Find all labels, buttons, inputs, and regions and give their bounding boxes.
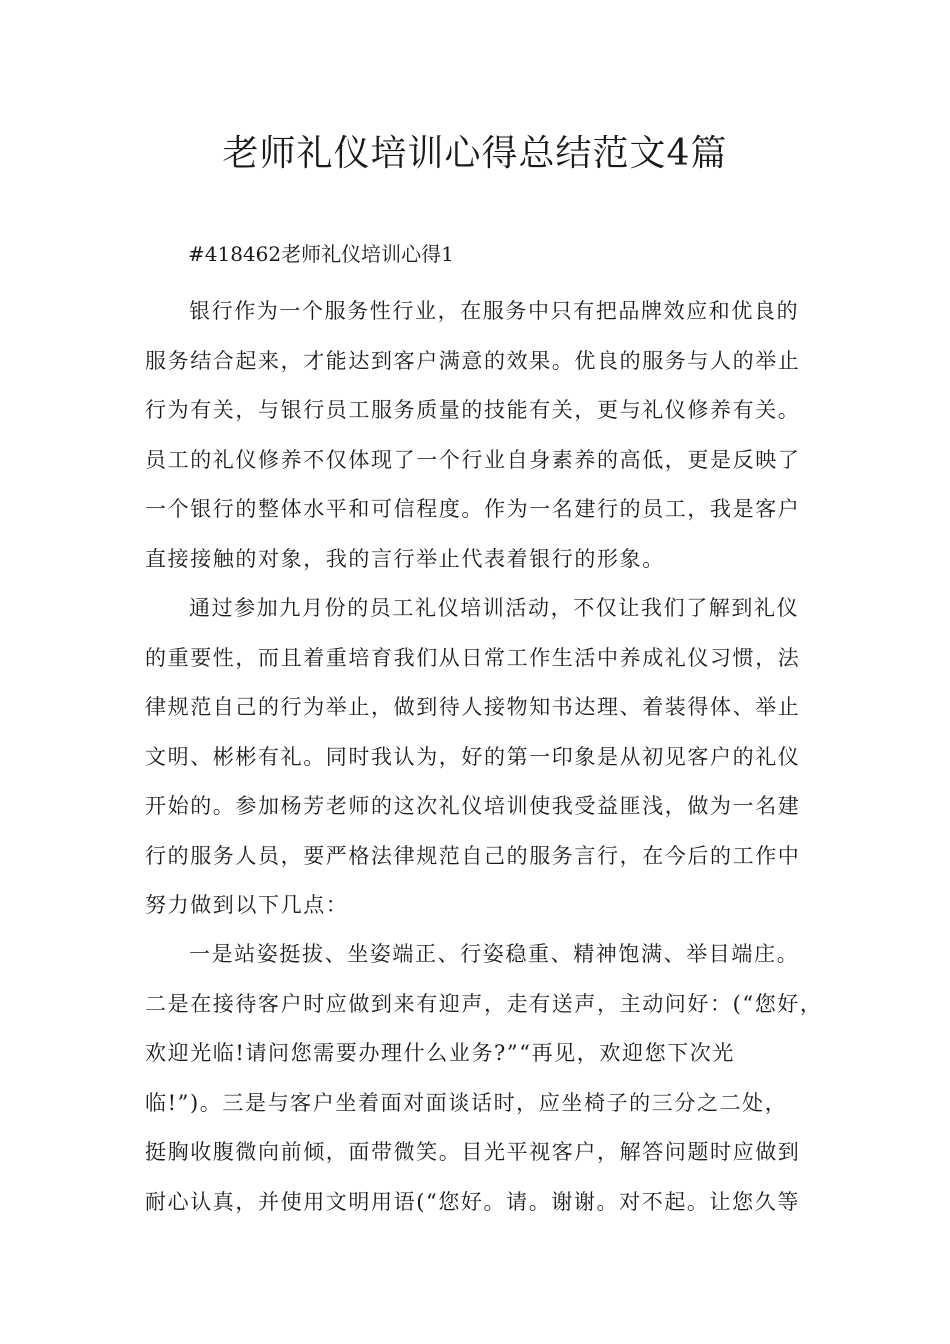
paragraph-line: 欢迎光临!请问您需要办理什么业务?”“再见，欢迎您下次光 xyxy=(145,1041,735,1065)
paragraph-line: 银行作为一个服务性行业，在服务中只有把品牌效应和优良的 xyxy=(189,299,800,323)
paragraph-line: 开始的。参加杨芳老师的这次礼仪培训使我受益匪浅，做为一名建 xyxy=(145,794,801,818)
paragraph-line: 律规范自己的行为举止，做到待人接物知书达理、着装得体、举止 xyxy=(145,695,801,719)
paragraph-line: 的重要性，而且着重培育我们从日常工作生活中养成礼仪习惯，法 xyxy=(145,645,801,670)
paragraph-1 xyxy=(145,287,810,584)
paragraph-3 xyxy=(145,930,823,1227)
paragraph-line: 一个银行的整体水平和可信程度。作为一名建行的员工，我是客户 xyxy=(145,497,801,521)
paragraph-line: 文明、彬彬有礼。同时我认为，好的第一印象是从初见客户的礼仪 xyxy=(145,744,801,769)
paragraph-line: 通过参加九月份的员工礼仪培训活动，不仅让我们了解到礼仪 xyxy=(189,596,800,620)
paragraph-2 xyxy=(145,584,810,931)
paragraph-line: 直接接触的对象，我的言行举止代表着银行的形象。 xyxy=(145,546,665,571)
paragraph-line: 努力做到以下几点： xyxy=(145,893,349,917)
paragraph-line: 行的服务人员，要严格法律规范自己的服务言行，在今后的工作中 xyxy=(145,843,801,868)
paragraph-line: 临!”)。三是与客户坐着面对面谈话时，应坐椅子的三分之二处， xyxy=(145,1090,788,1115)
paragraph-line: 行为有关，与银行员工服务质量的技能有关，更与礼仪修养有关。 xyxy=(145,398,801,422)
paragraph-line: 服务结合起来，才能达到客户满意的效果。优良的服务与人的举止 xyxy=(145,348,801,373)
section-subheading: #418462老师礼仪培训心得1 xyxy=(188,242,454,266)
paragraph-line: 耐心认真，并使用文明用语(“您好。请。谢谢。对不起。让您久等 xyxy=(145,1189,800,1214)
document-title: 老师礼仪培训心得总结范文4篇 xyxy=(222,133,728,174)
paragraph-line: 挺胸收腹微向前倾，面带微笑。目光平视客户，解答问题时应做到 xyxy=(145,1140,801,1164)
paragraph-line: 员工的礼仪修养不仅体现了一个行业自身素养的高低，更是反映了 xyxy=(145,447,801,472)
paragraph-line: 一是站姿挺拔、坐姿端正、行姿稳重、精神饱满、举目端庄。 xyxy=(189,942,800,966)
paragraph-line: 二是在接待客户时应做到来有迎声，走有送声，主动问好：(“您好， xyxy=(145,991,823,1016)
